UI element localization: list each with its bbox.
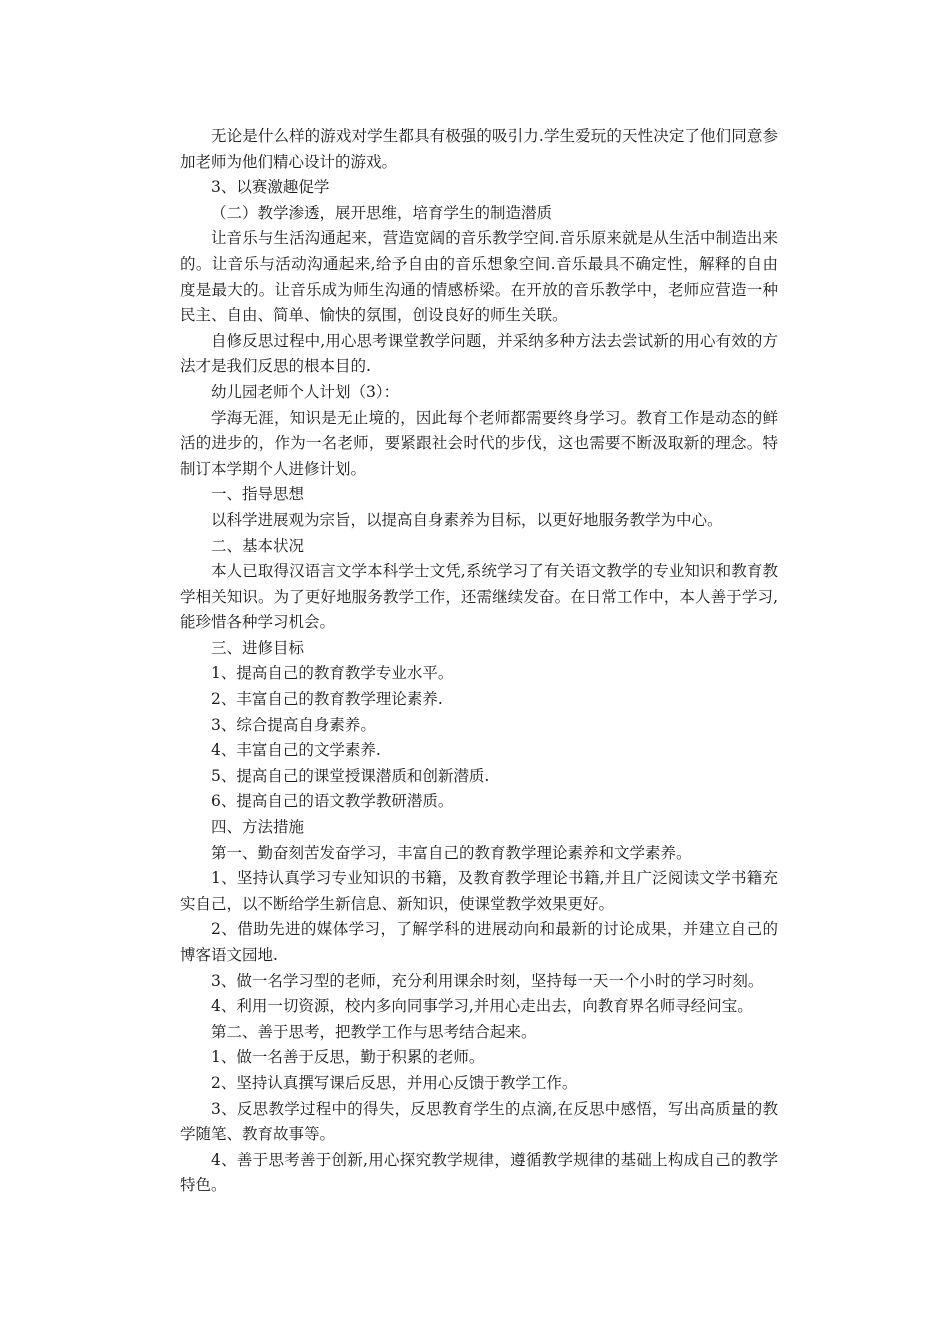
section-heading: 三、进修目标 — [211, 638, 305, 657]
list-item: 1、提高自己的教育教学专业水平。 — [211, 664, 454, 683]
paragraph: 以科学进展观为宗旨，以提高自身素养为目标，以更好地服务教学为中心。 — [211, 510, 723, 529]
section-heading: （二）教学渗透，展开思维，培育学生的制造潜质 — [211, 203, 553, 222]
paragraph: 让音乐与生活沟通起来，营造宽阔的音乐教学空间.音乐原来就是从生活中制造出来的。让音乐与活动沟通起来,给予自由的音乐想象空间.音乐最具不确定性，解释的自由度是最大的。让音乐成为师生沟通的情感桥梁。在开放的音乐教学中，老师应营造一种民主、自由、简单、愉快的氛围，创设良好的师生关联。 — [180, 229, 778, 325]
subsection-heading: 第二、善于思考，把教学工作与思考结合起来。 — [211, 1022, 537, 1041]
paragraph: 学海无涯，知识是无止境的，因此每个老师都需要终身学习。教育工作是动态的鲜活的进步的，作为一名老师，要紧跟社会时代的步伐，这也需要不断汲取新的理念。特制订本学期个人进修计划。 — [180, 408, 778, 478]
list-item: 5、提高自己的课堂授课潜质和创新潜质. — [211, 766, 490, 785]
list-item: 4、丰富自己的文学素养. — [211, 741, 381, 760]
list-item: 1、坚持认真学习专业知识的书籍，及教育教学理论书籍,并且广泛阅读文学书籍充实自己，以不断给学生新信息、新知识，使课堂教学效果更好。 — [180, 869, 778, 913]
section-heading: 四、方法措施 — [211, 818, 305, 837]
list-item: 4、利用一切资源，校内多向同事学习,并用心走出去，向教育界名师寻经问宝。 — [211, 997, 753, 1016]
paragraph: 自修反思过程中,用心思考课堂教学问题，并采纳多种方法去尝试新的用心有效的方法才是我们反思的根本目的. — [180, 331, 778, 376]
subsection-heading: 第一、勤奋刻苦发奋学习，丰富自己的教育教学理论素养和文学素养。 — [211, 843, 692, 862]
list-item: 3、反思教学过程中的得失，反思教育学生的点滴,在反思中感悟，写出高质量的教学随笔、教育故事等。 — [180, 1099, 778, 1144]
list-item: 3、做一名学习型的老师，充分利用课余时刻，坚持每一天一个小时的学习时刻。 — [211, 971, 764, 990]
list-item: 1、做一名善于反思，勤于积累的老师。 — [211, 1048, 485, 1067]
section-heading: 一、指导思想 — [211, 485, 305, 504]
list-item: 2、借助先进的媒体学习，了解学科的进展动向和最新的讨论成果，并建立自己的博客语文园地. — [180, 920, 778, 964]
list-item: 2、坚持认真撰写课后反思，并用心反馈于教学工作。 — [211, 1073, 578, 1092]
list-item: 3、综合提高自身素养。 — [211, 715, 376, 734]
paragraph: 本人已取得汉语言文学本科学士文凭,系统学习了有关语文教学的专业知识和教育教学相关知识。为了更好地服务教学工作，还需继续发奋。在日常工作中，本人善于学习,能珍惜各种学习机会。 — [180, 562, 778, 632]
document-subtitle: 幼儿园老师个人计划（3）： — [211, 382, 400, 401]
section-heading: 3、以赛激趣促学 — [211, 178, 330, 197]
list-item: 6、提高自己的语文教学教研潜质。 — [211, 792, 454, 811]
document-body — [180, 124, 778, 1199]
paragraph: 无论是什么样的游戏对学生都具有极强的吸引力.学生爱玩的天性决定了他们同意参加老师为他们精心设计的游戏。 — [180, 127, 778, 171]
section-heading: 二、基本状况 — [211, 536, 305, 555]
list-item: 4、善于思考善于创新,用心探究教学规律，遵循教学规律的基础上构成自己的教学特色。 — [180, 1150, 778, 1195]
list-item: 2、丰富自己的教育教学理论素养. — [211, 690, 443, 709]
